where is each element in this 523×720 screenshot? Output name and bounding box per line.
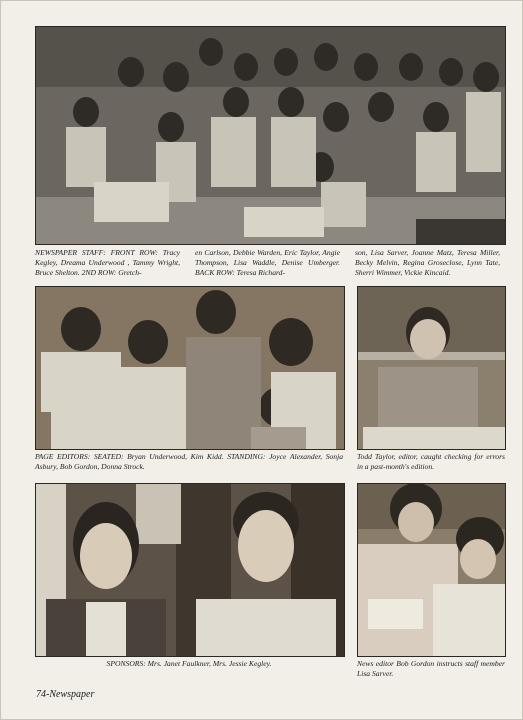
page-folio: 74-Newspaper xyxy=(36,689,95,700)
photo-todd-taylor xyxy=(357,286,506,450)
caption-newspaper-staff-col3: son, Lisa Sarver, Joanne Matz, Teresa Miller, Becky Melvin, Regina Groseclose, Lynn Tate, Sherri Wimmer, Vickie Kincaid. xyxy=(355,248,500,277)
caption-page-editors: PAGE EDITORS: SEATED: Bryan Underwood, Kim Kidd. STANDING: Joyce Alexander, Sonja Asbury, Bob Gordon, Donna Strock. xyxy=(35,452,343,471)
caption-newspaper-staff-col1: NEWSPAPER STAFF: FRONT ROW: Tracy Kegley, Dreama Underwood , Tammy Wright, Bruce Shelton. 2ND ROW: Gretch- xyxy=(35,248,180,277)
caption-sponsors: SPONSORS: Mrs. Janet Faulkner, Mrs. Jessie Kegley. xyxy=(106,659,272,668)
caption-todd-taylor: Todd Taylor, editor, caught checking for errors in a past-month's edition. xyxy=(357,452,505,471)
caption-news-editor: News editor Bob Gordon instructs staff member Lisa Sarver. xyxy=(357,659,505,678)
caption-newspaper-staff-col2: en Carlson, Debbie Warden, Eric Taylor, Angie Thompson, Lisa Waddle, Denise Umberger. BACK ROW: Teresa Richard- xyxy=(195,248,340,277)
photo-news-editor xyxy=(357,483,506,657)
photo-sponsors xyxy=(35,483,345,657)
photo-newspaper-staff xyxy=(35,26,506,245)
photo-page-editors xyxy=(35,286,345,450)
